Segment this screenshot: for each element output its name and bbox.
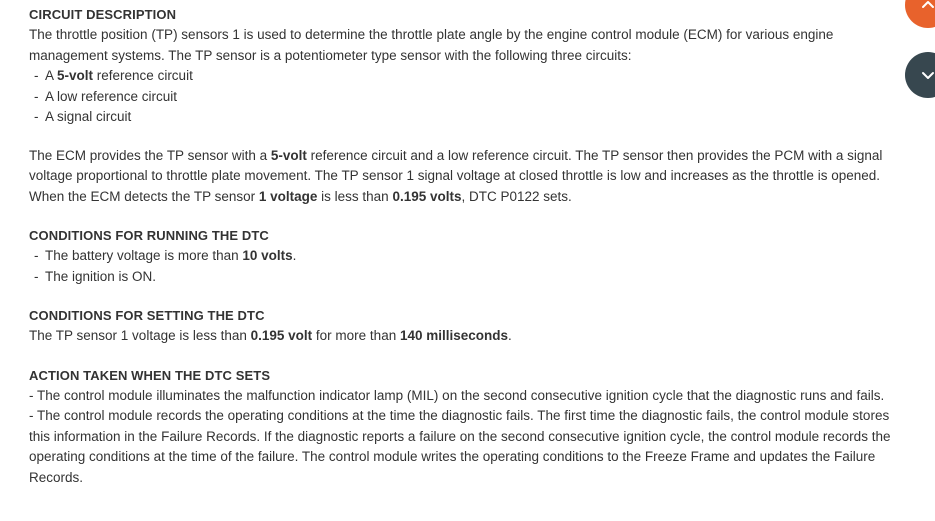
text-run-bold: 5-volt <box>57 68 94 83</box>
dash-marker: - <box>34 88 39 104</box>
spacer <box>29 128 895 146</box>
paragraph <box>29 326 895 347</box>
section-heading: CONDITIONS FOR SETTING THE DTC <box>29 308 265 323</box>
text-run-bold: 1 voltage <box>258 188 318 204</box>
bullet-item <box>29 246 895 267</box>
paragraph <box>29 406 895 488</box>
paragraph <box>29 25 895 66</box>
text-run: A low reference circuit <box>45 88 178 104</box>
text-run-bold: 0.195 volts <box>392 188 462 204</box>
text-run-bold: 10 volts <box>242 248 293 263</box>
chevron-down-icon <box>919 66 935 84</box>
text-run: is less than <box>317 188 393 204</box>
section-heading: ACTION TAKEN WHEN THE DTC SETS <box>29 367 271 383</box>
text-run: - The control module records the operating conditions at the time the diagnostic fails. The first time the diagnostic fails, the control module stores this information in the Failure Records. If the diagnostic reports a failure on the second consecutive ignition cycle, the control module records the operating conditions at the time of the failure. The control module writes the operating conditions to the Freeze Frame and updates the Failure Records. <box>29 408 891 485</box>
text-run: - The control module illuminates the malfunction indicator lamp (MIL) on the second consecutive ignition cycle that the diagnostic runs and fails. <box>29 387 885 403</box>
section-heading: CONDITIONS FOR RUNNING THE DTC <box>29 228 269 243</box>
text-run: . <box>292 248 297 263</box>
bullet-item <box>29 267 895 288</box>
text-run: The throttle position (TP) sensors 1 is used to determine the throttle plate angle by the engine control module (ECM) for various engine management systems. The TP sensor is a potentiometer type sensor with the following three circuits: <box>29 27 834 63</box>
section-heading: CIRCUIT DESCRIPTION <box>29 7 177 22</box>
text-run: reference circuit and a low reference circuit. The TP sensor then provides the PCM with a signal voltage proportional to throttle plate movement. The TP sensor 1 signal voltage at closed throttle is low and increases as the throttle is opened. When the ECM detects the TP sensor <box>29 147 883 204</box>
text-run: The ECM provides the TP sensor with a <box>29 147 271 163</box>
text-run: reference circuit <box>93 68 193 83</box>
spacer <box>29 287 895 307</box>
dash-marker: - <box>34 109 39 124</box>
dash-marker: - <box>34 248 39 263</box>
bullet-item <box>29 66 895 87</box>
paragraph <box>29 386 895 407</box>
spacer <box>29 207 895 227</box>
dash-marker: - <box>34 268 39 284</box>
text-run: A <box>45 68 58 83</box>
text-run-bold: 0.195 volt <box>250 328 313 343</box>
bullet-item <box>29 87 895 108</box>
text-run-bold: 5-volt <box>270 147 307 163</box>
text-run: The ignition is ON. <box>45 268 157 284</box>
section-circuit-description <box>29 6 895 207</box>
text-run: . <box>508 328 512 343</box>
dash-marker: - <box>34 68 39 83</box>
text-run: The TP sensor 1 voltage is less than <box>29 328 251 343</box>
text-run: A signal circuit <box>45 109 132 124</box>
section-conditions-for-setting-the-dtc <box>29 307 895 347</box>
chevron-up-icon <box>919 0 935 14</box>
bullet-item <box>29 107 895 128</box>
text-run: for more than <box>312 328 400 343</box>
text-run-bold: 140 milliseconds <box>399 328 509 343</box>
text-run: , DTC P0122 sets. <box>461 188 572 204</box>
section-action-taken-when-the-dtc-sets <box>29 367 895 489</box>
paragraph <box>29 146 895 208</box>
text-run: The battery voltage is more than <box>45 248 243 263</box>
spacer <box>29 347 895 367</box>
section-conditions-for-running-the-dtc <box>29 227 895 287</box>
